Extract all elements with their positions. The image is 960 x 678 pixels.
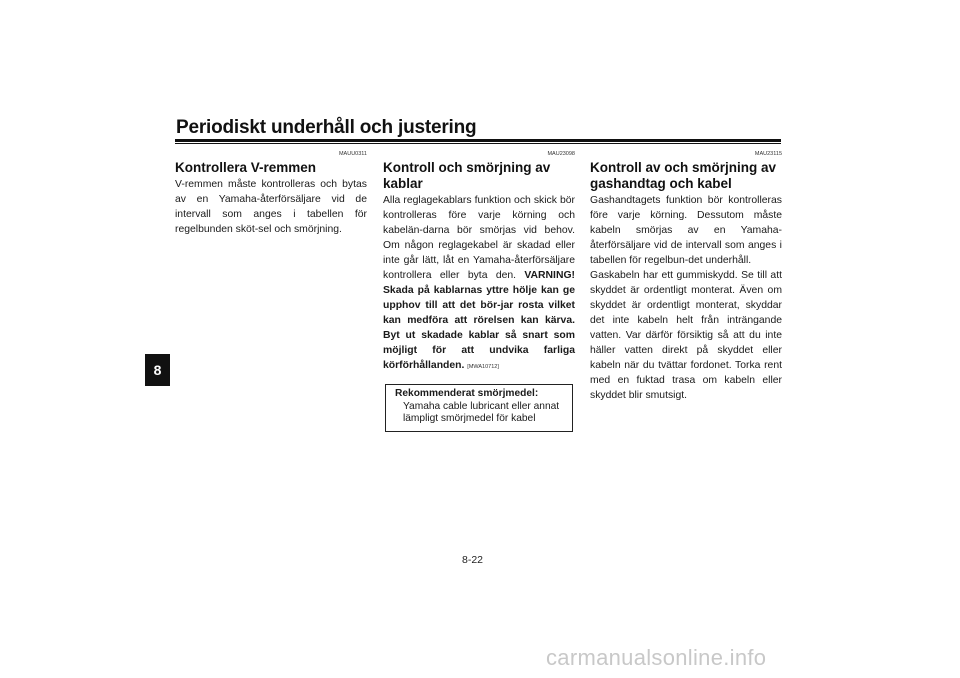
column-3: [590, 151, 782, 403]
column-1: [175, 151, 367, 237]
section-body: [383, 193, 575, 375]
chapter-tab: 8: [145, 354, 170, 386]
header-rule-thin: [175, 143, 781, 144]
section-paragraph-2: Gaskabeln har ett gummiskydd. Se till att skyddet är ordentligt monterat. Även om skyddet är ordentligt monterat, skyddar det inte kabeln helt från inträngande vatten. Var därför försiktig så att du inte häller vatten direkt på skyddet eller kabeln när du tvättar fordonet. Torka rent med en fuktad trasa om kabeln eller skyddet blir smutsigt.: [590, 270, 782, 401]
watermark: carmanualsonline.info: [546, 645, 767, 670]
section-body: V-remmen måste kontrolleras och bytas av en Yamaha-återförsäljare vid de intervall som anges i tabellen för regelbunden sköt-sel och smörjning.: [175, 179, 367, 235]
lubricant-box: [385, 384, 573, 432]
section-code: MAUU0311: [338, 151, 367, 157]
lubricant-box-title: Rekommenderat smörjmedel:: [395, 388, 539, 399]
lubricant-box-text: Yamaha cable lubricant eller annat lämpligt smörjmedel för kabel: [403, 400, 560, 424]
page-number: 8-22: [462, 554, 484, 566]
warning-text: VARNING! Skada på kablarnas yttre hölje kan ge upphov till att det bör-jar rosta vilket kan medföra att rörelsen kan kärva. Byt ut skadade kablar så snart som möjligt för att undvika farliga körförhållanden.: [383, 270, 575, 371]
section-title: Kontroll av och smörjning av gashandtag och kabel: [590, 160, 777, 191]
warning-code: [MWA10712]: [467, 364, 499, 370]
section-code: MAU23115: [754, 151, 782, 157]
section-title: Kontroll och smörjning av kablar: [383, 160, 551, 191]
section-paragraph-1: Gashandtagets funktion bör kontrolleras före varje körning. Dessutom måste kabeln smörjas av en Yamaha-återförsäljare vid de intervall som anges i tabellen för regelbun-det underhåll.: [590, 195, 782, 266]
section-title: Kontrollera V-remmen: [175, 160, 317, 175]
section-code: MAU23098: [547, 151, 575, 157]
section-body-text: Alla reglagekablars funktion och skick bör kontrolleras före varje körning och kabelän-darna bör smörjas vid behov. Om någon reglagekabel är skadad eller inte går lätt, låt en Yamaha-återförsäljare kontrollera eller byta den.: [383, 195, 575, 281]
column-2: [383, 151, 575, 432]
page-header-title: Periodiskt underhåll och justering: [176, 117, 477, 138]
header-rule-thick: [175, 139, 781, 142]
